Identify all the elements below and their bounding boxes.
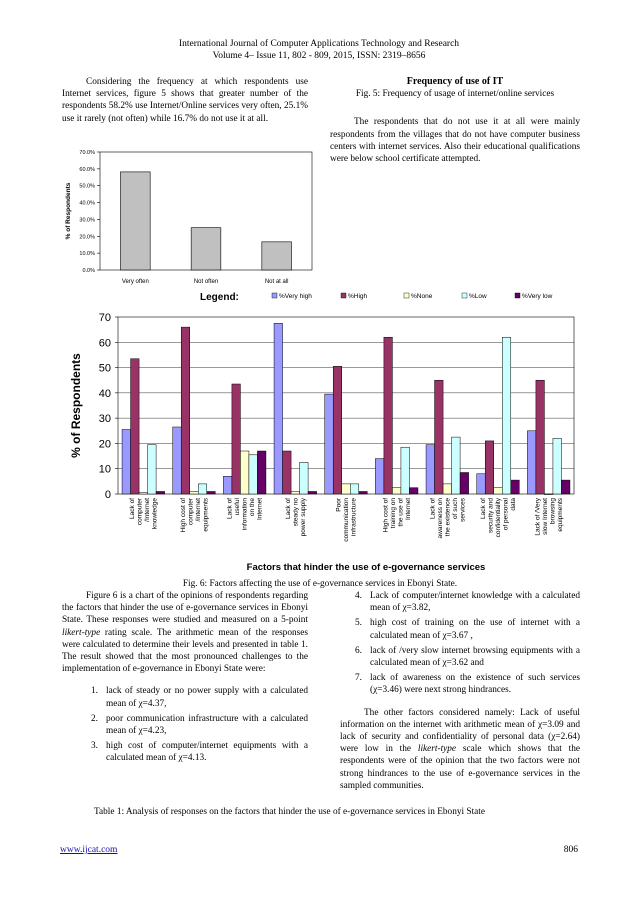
x-tick-line: computer xyxy=(187,498,195,526)
bar xyxy=(190,491,199,494)
y-tick-label: 70 xyxy=(98,312,111,324)
y-tick-label: 10 xyxy=(98,463,111,476)
hindrance-list-left xyxy=(62,685,308,764)
fig5-chart xyxy=(60,145,320,293)
list-item xyxy=(340,645,580,669)
page-header xyxy=(0,38,638,62)
x-tick-line: of personal xyxy=(502,498,510,531)
x-tick-line: confidentiality xyxy=(495,498,502,538)
bar xyxy=(401,447,410,494)
list-text: lack of /very slow internet browsing equipments with a calculated mean of χ=3.62 and xyxy=(370,645,580,669)
bar xyxy=(274,323,283,494)
footer-link[interactable]: www.ijcat.com xyxy=(60,845,118,855)
y-tick-label: 60.0% xyxy=(79,166,95,173)
fig6-plot xyxy=(69,292,574,573)
text-part: scale which shows that the respondents were of the opinion that the two factors were not strong hindrances to the use of e-governance services in the sampled communities. xyxy=(340,744,580,791)
list-item xyxy=(76,685,308,709)
table1-caption-box xyxy=(94,806,594,818)
x-tick-line: equipments xyxy=(556,498,564,532)
x-tick-line: power supply xyxy=(299,498,307,537)
bar xyxy=(375,459,384,494)
legend-swatch xyxy=(515,293,520,298)
fig6-caption: Fig. 6: Factors affecting the use of e-governance services in Ebonyi State. xyxy=(182,579,458,589)
bar xyxy=(392,488,401,494)
bar xyxy=(181,327,190,494)
bar xyxy=(148,445,157,494)
y-tick-label: 70.0% xyxy=(79,150,95,156)
x-axis-label: Factors that hinder the use of e-governance services xyxy=(246,562,486,573)
bar xyxy=(561,480,570,494)
x-tick-label xyxy=(534,497,564,535)
legend-label: %High xyxy=(348,293,368,300)
x-tick-line: services xyxy=(459,498,467,522)
bar xyxy=(435,380,444,494)
legend-title: Legend: xyxy=(200,292,239,303)
y-tick-label: 20.0% xyxy=(79,234,95,241)
paragraph-figure6 xyxy=(62,590,308,675)
right-top-column xyxy=(330,76,580,165)
legend-swatch xyxy=(404,293,409,298)
x-tick-line: equipments xyxy=(202,498,210,532)
text-italic: likert-type xyxy=(62,627,101,638)
legend-label: %Very high xyxy=(279,293,312,300)
page-number: 806 xyxy=(563,845,578,855)
list-text: lack of steady or no power supply with a calculated mean of χ=4.37, xyxy=(106,686,308,709)
x-tick-label xyxy=(382,498,412,533)
bar xyxy=(544,494,553,495)
text-part: rating scale. The arithmetic mean of the responses were calculated to determine their levels and presented in table 1. The result showed that the most pronounced challenges to the implementation of e-governance in Ebonyi State were: xyxy=(62,627,308,675)
list-item xyxy=(340,672,580,696)
y-tick-label: 60 xyxy=(98,337,111,350)
list-text: Lack of computer/internet knowledge with a calculated mean of χ=3.82, xyxy=(370,591,580,614)
legend-label: %Low xyxy=(469,293,487,300)
x-tick-line: High cost of xyxy=(179,498,187,533)
x-tick-line: awareness on xyxy=(436,498,444,539)
bar xyxy=(173,427,182,494)
x-tick-line: Lack of xyxy=(429,498,437,519)
fig5-caption: Fig. 5: Frequency of usage of internet/online services xyxy=(355,89,555,100)
x-tick-line: on the xyxy=(249,498,257,517)
y-tick-label: 50.0% xyxy=(79,183,95,190)
list-number: 4. xyxy=(355,591,362,601)
bar xyxy=(477,474,486,494)
bar xyxy=(249,455,258,494)
x-tick-line: Internet xyxy=(256,498,264,521)
x-tick-label: Not at all xyxy=(264,279,289,285)
bar xyxy=(511,480,520,494)
bar xyxy=(139,493,148,494)
y-tick-label: 30 xyxy=(98,413,111,426)
bar xyxy=(207,491,216,494)
bar xyxy=(485,441,494,494)
bar xyxy=(131,359,140,494)
bar xyxy=(300,462,309,494)
x-tick-line: useful xyxy=(234,498,242,516)
bar xyxy=(527,431,536,494)
legend-swatch xyxy=(341,293,346,298)
x-tick-line: information xyxy=(241,498,249,531)
x-tick-line: High cost of xyxy=(382,498,390,533)
x-tick-line: security and xyxy=(487,498,495,534)
list-number: 7. xyxy=(355,673,362,684)
list-number: 5. xyxy=(355,618,362,629)
bar xyxy=(350,484,359,494)
bar xyxy=(156,491,165,494)
bar xyxy=(198,484,207,494)
x-tick-line: Internet xyxy=(404,498,412,521)
bar xyxy=(384,337,393,494)
x-tick-line: knowledge xyxy=(151,498,159,530)
y-axis-label: % of Respondents xyxy=(65,182,72,240)
journal-volume: Volume 4– Issue 11, 802 - 809, 2015, ISSN: 2319–8656 xyxy=(212,51,426,61)
x-tick-line: /Internet xyxy=(144,498,152,522)
journal-title: International Journal of Computer Applications Technology and Research xyxy=(178,39,460,49)
x-tick-line: /internet xyxy=(194,498,202,522)
x-tick-line: slow Internet xyxy=(541,498,549,535)
page-footer xyxy=(60,845,578,855)
x-tick-line: Lack of /Very xyxy=(534,498,542,536)
legend-label: %Very low xyxy=(522,293,553,300)
legend-label: %None xyxy=(411,293,433,300)
bar xyxy=(283,451,292,494)
text-part: Figure 6 is a chart of the opinions of respondents regarding the factors that hinder the use of e-governance services in Ebonyi State. These responses were studied and measured on a 5-point xyxy=(62,591,308,626)
y-axis-label: % of Respondents xyxy=(69,353,83,458)
bar xyxy=(325,394,334,494)
x-tick-line: steady no xyxy=(292,498,300,527)
bar xyxy=(122,430,131,494)
list-item xyxy=(76,713,308,737)
bar xyxy=(257,451,266,494)
y-tick-label: 10.0% xyxy=(79,251,95,258)
text-part: The other factors considered namely: Lack of useful information on the internet with arithmetic mean of χ=3.09 and lack of security and confidentiality of personal data (χ=2.64) were low in the xyxy=(340,707,580,755)
y-tick-label: 30.0% xyxy=(79,217,95,224)
right-bottom-column xyxy=(340,590,580,792)
section-heading: Frequency of use of IT xyxy=(406,76,504,87)
hindrance-list-right xyxy=(340,590,580,697)
fig6-chart xyxy=(60,287,580,577)
list-number: 3. xyxy=(91,741,98,752)
list-number: 2. xyxy=(91,713,98,724)
list-number: 1. xyxy=(91,686,98,697)
bar xyxy=(443,484,452,494)
x-tick-line: Lack of xyxy=(480,498,487,519)
x-tick-line: of such xyxy=(451,498,459,519)
y-tick-label: 40 xyxy=(98,387,111,400)
paragraph-frequency: Considering the frequency at which respondents use Internet services, figure 5 shows that greater number of the respondents 58.2% use Internet/Online services very often, 25.1% use it rarely (not often) while 16.7% do not use it at all. xyxy=(62,77,308,124)
bar xyxy=(452,437,461,494)
x-tick-line: Lack of xyxy=(129,498,137,519)
x-tick-line: training on xyxy=(389,498,397,529)
x-tick-label xyxy=(285,497,307,536)
bar xyxy=(342,484,351,494)
list-number: 6. xyxy=(355,645,362,656)
text-italic: likert-type xyxy=(417,744,457,755)
list-text: lack of awareness on the existence of such services (χ=3.46) were next strong hindrances. xyxy=(370,673,580,696)
bar xyxy=(240,451,249,494)
x-tick-label xyxy=(336,497,358,542)
paragraph-other-factors xyxy=(340,707,580,792)
left-bottom-column xyxy=(62,590,308,768)
x-tick-line: the use of xyxy=(397,498,405,527)
x-tick-label xyxy=(129,497,159,529)
list-item xyxy=(76,740,308,764)
bar xyxy=(494,488,503,494)
x-tick-line: computer xyxy=(136,498,144,526)
x-tick-line: infrastructure xyxy=(350,498,358,536)
bar xyxy=(409,488,418,494)
bar xyxy=(536,380,545,494)
bar xyxy=(120,172,150,270)
x-tick-line: Lack of xyxy=(226,498,234,519)
legend-swatch xyxy=(462,293,467,298)
legend-swatch xyxy=(272,293,277,298)
table1-caption: Table 1: Analysis of responses on the factors that hinder the use of e-governance services in Ebonyi State xyxy=(94,807,485,817)
x-tick-line: Poor xyxy=(335,498,343,512)
x-tick-line: the existence xyxy=(444,498,452,537)
x-tick-line: data xyxy=(510,498,517,511)
bar xyxy=(333,366,342,494)
y-tick-label: 0 xyxy=(104,489,111,501)
bar xyxy=(460,473,469,494)
bar xyxy=(291,491,300,494)
bar xyxy=(232,384,241,494)
list-text: high cost of training on the use of internet with a calculated mean of χ=3.67 , xyxy=(370,618,580,641)
bar xyxy=(502,337,511,494)
x-tick-line: browsing xyxy=(549,498,557,525)
fig5-plot xyxy=(65,150,312,285)
left-top-column xyxy=(62,76,308,125)
list-item xyxy=(340,590,580,614)
fig6-caption-box xyxy=(60,578,580,590)
list-text: poor communication infrastructure with a calculated mean of χ=4.23, xyxy=(106,713,308,737)
y-tick-label: 0.0% xyxy=(82,268,95,274)
bar xyxy=(223,476,232,494)
x-tick-label: Not often xyxy=(193,279,219,285)
list-item xyxy=(340,617,580,641)
list-text: high cost of computer/internet equipments with a calculated mean of χ=4.13. xyxy=(106,741,308,764)
bar xyxy=(191,228,221,270)
y-tick-label: 40.0% xyxy=(79,200,95,207)
bar xyxy=(426,445,435,494)
bar xyxy=(308,491,317,494)
x-tick-line: communication xyxy=(343,498,350,542)
y-tick-label: 50 xyxy=(98,362,111,375)
x-tick-label xyxy=(180,497,210,532)
bar xyxy=(553,438,562,494)
bar xyxy=(262,242,292,270)
x-tick-label xyxy=(227,497,264,530)
x-tick-label xyxy=(429,497,466,538)
paragraph-nonusers: The respondents that do not use it at all were mainly respondents from the villages that do not have computer business centers with internet services. Also their educational qualifications were below school certificate attempted. xyxy=(330,117,580,165)
x-tick-label xyxy=(480,497,517,537)
y-tick-label: 20 xyxy=(98,438,111,451)
x-tick-line: Lack of xyxy=(284,498,292,519)
x-tick-label: Very often xyxy=(121,279,149,285)
bar xyxy=(359,491,368,494)
